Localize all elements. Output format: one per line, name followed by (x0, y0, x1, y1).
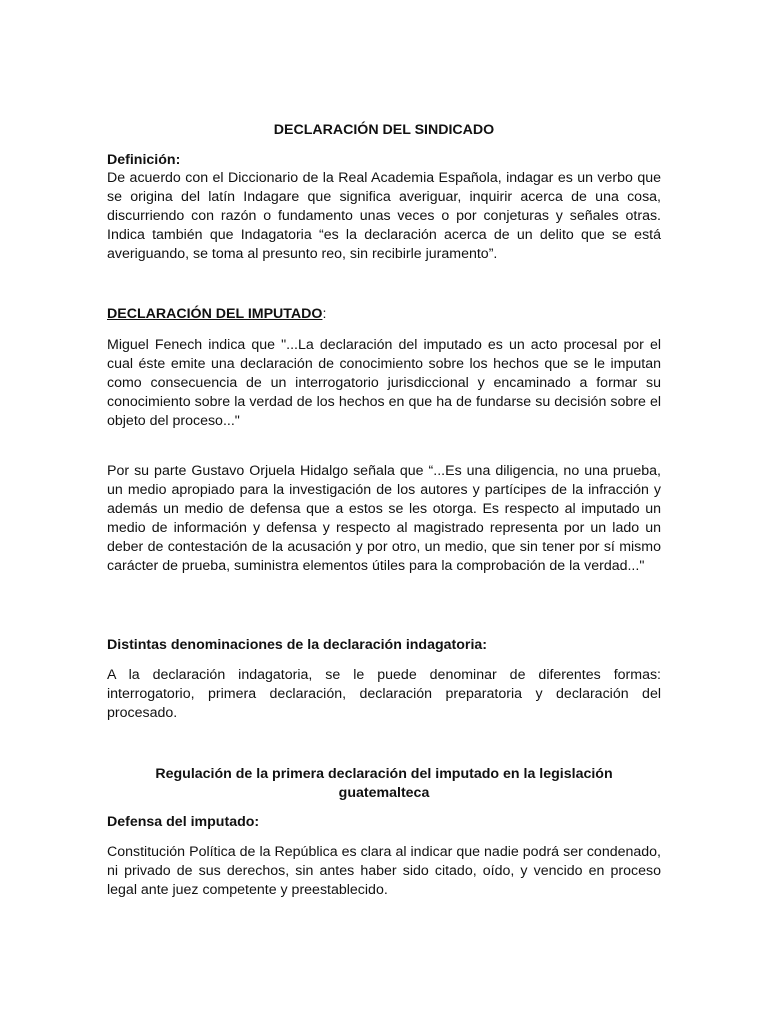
defensa-paragraph: Constitución Política de la República es clara al indicar que nadie podrá ser condenado, ni privado de sus derechos, sin antes haber sido citado, oído, y vencido en proceso legal ante juez competente y preestablecido. (107, 844, 661, 898)
defensa-heading: Defensa del imputado: (107, 814, 260, 830)
imputado-heading (107, 305, 661, 324)
definicion-paragraph: De acuerdo con el Diccionario de la Real Academia Española, indagar es un verbo que se origina del latín Indagare que significa averiguar, inquirir acerca de una cosa, discurriendo con razón o fundamento unas veces o por conjeturas y señales otras. Indica también que Indagatoria “es la declaración acerca de un delito que se está averiguando, se toma al presunto reo, sin recibirle juramento”. (107, 170, 661, 262)
document-title: DECLARACIÓN DEL SINDICADO (273, 122, 495, 138)
regulacion-heading-line1: Regulación de la primera declaración del imputado en la legislación (155, 766, 613, 782)
regulacion-heading (107, 765, 661, 803)
denominaciones-heading: Distintas denominaciones de la declaración indagatoria: (107, 637, 488, 653)
regulacion-heading-line2: guatemalteca (338, 785, 430, 801)
orjuela-paragraph: Por su parte Gustavo Orjuela Hidalgo señala que “...Es una diligencia, no una prueba, un medio apropiado para la investigación de los autores y partícipes de la infracción y además un medio de defensa que a estos se les otorga. Es respecto al imputado un medio de información y defensa y respecto al magistrado representa por un lado un deber de contestación de la acusación y por otro, un medio, que sin tener por sí mismo carácter de prueba, suministra elementos útiles para la comprobación de la verdad..." (107, 463, 661, 574)
definicion-heading: Definición: (107, 152, 181, 168)
fenech-paragraph: Miguel Fenech indica que "...La declaración del imputado es un acto procesal por el cual éste emite una declaración de conocimiento sobre los hechos que se le imputan como consecuencia de un interrogatorio jurisdiccional y encaminado a formar su conocimiento sobre la verdad de los hechos en que ha de fundarse su decisión sobre el objeto del proceso..." (107, 337, 661, 429)
imputado-heading-colon: : (322, 306, 327, 322)
denominaciones-paragraph: A la declaración indagatoria, se le puede denominar de diferentes formas: interrogatorio, primera declaración, declaración preparatoria y declaración del procesado. (107, 667, 661, 721)
imputado-heading-text: DECLARACIÓN DEL IMPUTADO (107, 306, 323, 322)
